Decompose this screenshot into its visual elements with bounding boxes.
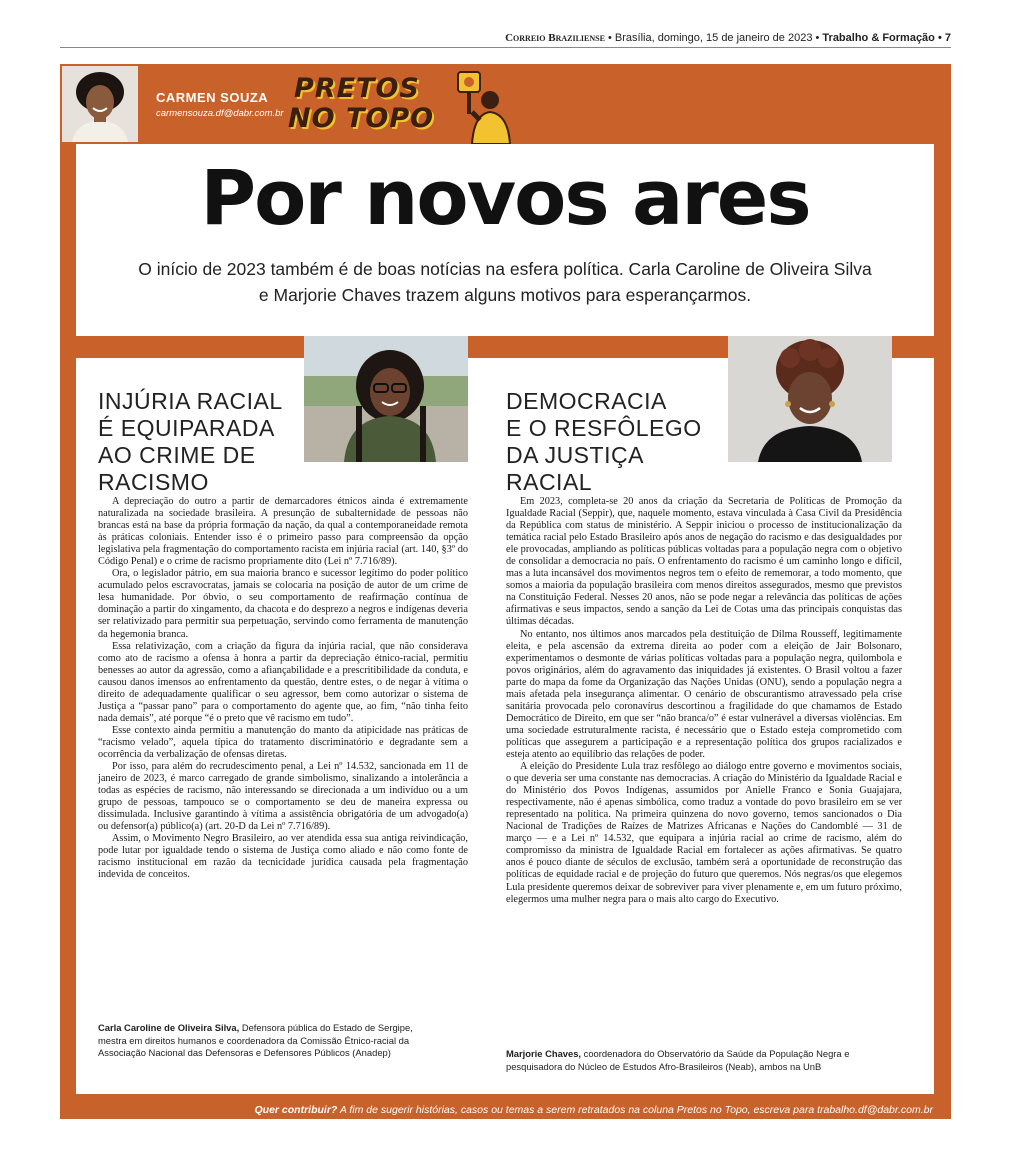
author-email[interactable]: carmensouza.df@dabr.com.br bbox=[156, 108, 284, 119]
footer-text: A fim de sugerir histórias, casos ou temas a serem retratados na coluna Pretos no Topo, escreva para bbox=[339, 1104, 815, 1116]
contribution-footer bbox=[60, 1101, 951, 1119]
right-signature-name: Marjorie Chaves, bbox=[506, 1048, 582, 1059]
column-logo bbox=[280, 68, 450, 142]
newspaper-name: Correio Braziliense bbox=[505, 32, 605, 44]
left-signature-text: Defensora pública do Estado de Sergipe, mestra em direitos humanos e coordenadora da Comissão Étnico-racial da Associação Nacional das Defensoras e Defensores Públicos (Anadep) bbox=[98, 1022, 413, 1059]
left-section-title bbox=[98, 388, 298, 496]
standfirst-line-2: e Marjorie Chaves trazem alguns motivos para esperançarmos. bbox=[258, 285, 752, 305]
logo-line-1: PRETOS bbox=[294, 73, 420, 104]
author-photo bbox=[62, 66, 138, 142]
author-name: CARMEN SOUZA bbox=[156, 90, 269, 105]
article-headline: Por novos ares bbox=[200, 153, 810, 242]
left-paragraph: Por isso, para além do recrudescimento penal, a Lei nº 14.532, sancionada em 11 de janeiro de 2023, é marco carregado de grande simbolismo, sinalizando a intolerância a todas as espécies de racismo, não interessando se direcionada a um indivíduo ou a um grupo de pessoas, tampouco se o comportamento se deu de maneira expressa ou dissimulada. Inclusive garantindo à vítima a assistência obrigatória de um advogado(a) ou defensor(a) público(a) (art. 20-D da Lei nº 7.716/89). bbox=[98, 761, 468, 833]
logo-line-2: NO TOPO bbox=[288, 103, 435, 134]
left-title-line: AO CRIME DE bbox=[98, 442, 256, 468]
article-panel bbox=[76, 144, 934, 1094]
left-paragraph: Esse contexto ainda permitiu a manutenção do manto da atipicidade nas práticas de “racismo velado”, aquela típica do tratamento discriminatório e degradante sem a ocorrência da verbalização de ofensas diretas. bbox=[98, 724, 468, 760]
left-signature-name: Carla Caroline de Oliveira Silva, bbox=[98, 1022, 240, 1033]
right-paragraph: Em 2023, completa-se 20 anos da criação da Secretaria de Políticas de Promoção da Igualdade Racial (Seppir), que, naquele momento, estava vinculada à Casa Civil da Presidência da República com status de ministério. A Seppir iniciou o processo de institucionalização da temática racial pelo Estado Brasileiro após anos de negação do racismo e das desigualdades por ele provocadas, ampliando as políticas públicas voltadas para a população negra com o objetivo de consolidar a democracia no país. O enfrentamento do racismo é um caminho longo e difícil, mas a luta incansável dos movimentos negros tem o efeito de rememorar, a todo momento, que somos a maioria da população brasileira com menos direitos assegurados, mesmo que previstos na Constituição Federal. Nesses 20 anos, não se pode negar a relevância das políticas de ações afirmativas e seus impactos, sendo a sanção da Lei de Cotas uma das principais conquistas das últimas décadas. bbox=[506, 496, 902, 628]
right-title-line: DEMOCRACIA bbox=[506, 388, 667, 414]
right-signature-text: coordenadora do Observatório da Saúde da População Negra e pesquisadora do Núcleo de Estudos Afro-Brasileiros (Neab), ambos na UnB bbox=[506, 1048, 850, 1072]
left-paragraph: Assim, o Movimento Negro Brasileiro, ao ver atendida essa sua antiga reivindicação, pode lutar por igualdade tendo o sistema de Justiça como aliado e não como fonte de racismo institucional em razão da tecnicidade jurídica causada pela fragmentação indevida de conceitos. bbox=[98, 833, 468, 881]
left-paragraph: A depreciação do outro a partir de demarcadores étnicos ainda é extremamente naturalizada na sociedade brasileira. A presunção de subalternidade de pessoas não brancas está na base da própria formação da nação, da qual a contemporaneidade remota às práticas coloniais. Entender isso é o primeiro passo para compreensão da opção legislativa pela fragmentação do comportamento racista em injúria racial (art. 140, §3º do Código Penal) e o crime de racismo propriamente dito (Lei nº 7.716/89). bbox=[98, 496, 468, 568]
article-standfirst bbox=[76, 256, 934, 308]
left-body-text bbox=[98, 496, 468, 882]
left-paragraph: Essa relativização, com a criação da figura da injúria racial, que não considerava como ato de racismo a ofensa à honra a partir da depreciação étnico-racial, permitiu benesses ao autor da agressão, como a afiançabilidade e a prescritibilidade da conduta, e causou danos imensos ao enfrentamento da questão, dentre estes, o de negar à vítima o direito de adequadamente qualificar o seu agressor, bem como autorizar o sistema de Justiça a “passar pano” para o comportamento do agente que, ao fim, “não tinha feito nada demais”, até porque “é o preto que vê racismo em tudo”. bbox=[98, 640, 468, 724]
left-title-line: INJÚRIA RACIAL bbox=[98, 388, 283, 414]
footer-email[interactable]: trabalho.df@dabr.com.br bbox=[817, 1104, 933, 1116]
section-name: Trabalho & Formação bbox=[822, 32, 935, 44]
right-title-line: RACIAL bbox=[506, 469, 593, 495]
page-dateline bbox=[60, 30, 951, 48]
right-section-title bbox=[506, 388, 726, 496]
right-paragraph: No entanto, nos últimos anos marcados pela destituição de Dilma Rousseff, legitimamente eleita, e pela ascensão da extrema direita ao poder com a eleição de Jair Bolsonaro, experimentamos o desmonte de várias políticas voltadas para a população negra, quilombola e povos originários, além do agravamento das iniquidades já existentes. O Brasil voltou a fazer parte do mapa da fome da Organização das Nações Unidas (ONU), sendo a população negra a mais afetada pela insegurança alimentar. O cenário de obscurantismo atravessado pela crise sanitária provocada pelo coronavírus descortinou a fragilidade do que chamamos de Estado Democrático de Direito, em que ser “não branca/o” é estar vulnerável a diversas violências. Em uma sociedade estruturalmente racista, é necessário que o Estado esteja comprometido com políticas que assegurem a participação e a representação política dos grupos racializados e esteja atento ao equilíbrio das relações de poder. bbox=[506, 628, 902, 760]
right-body-text bbox=[506, 496, 902, 906]
page-number: • 7 bbox=[937, 32, 951, 44]
left-paragraph: Ora, o legislador pátrio, em sua maioria branco e sucessor legítimo do poder político acumulado pelos escravocratas, jamais se colocaria na posição de autor de um crime de lesa humanidade. Por óbvio, o seu comportamento de reafirmação contínua de dominação a partir do xingamento, da chacota e do desprezo a negros e indígenas deveria ser relativizado para permitir sua perpetuação, servindo como ferramenta de manutenção da hegemonia branca. bbox=[98, 568, 468, 640]
footer-lead: Quer contribuir? bbox=[254, 1104, 338, 1116]
left-author-photo bbox=[304, 336, 468, 462]
left-article bbox=[92, 358, 484, 1094]
raised-fist-figure-icon bbox=[450, 68, 520, 144]
left-title-line: É EQUIPARADA bbox=[98, 415, 275, 441]
column-frame bbox=[60, 64, 951, 1119]
left-title-line: RACISMO bbox=[98, 469, 209, 495]
column-header bbox=[60, 64, 951, 144]
left-author-signature bbox=[98, 1022, 428, 1060]
right-article bbox=[500, 358, 918, 1094]
right-paragraph: A eleição do Presidente Lula traz resfôlego ao diálogo entre governo e movimentos sociais, o que deveria ser uma constante nas democracias. A criação do Ministério da Igualdade Racial e do Ministério dos Povos Indígenas, assumidos por Anielle Franco e Sonia Guajajara, respectivamente, não é apenas simbólica, como traduz a vontade do povo brasileiro em se ver representado na política. Na primeira quinzena do novo governo, temos sancionados o Dia Nacional de Tradições de Raízes de Matrizes Africanas e Nações do Candomblé — 31 de março — e a Lei nº 14.532, que equipara a injúria racial ao crime de racismo, além do compromisso da ministra de Igualdade Racial em fortalecer as ações afirmativas. Se quatro anos é pouco diante de séculos de exclusão, também será a oportunidade de reconstrução das políticas de equidade racial e de projeção do futuro que queremos. Nós negras/os que elegemos Lula presidente queremos deixar de sobreviver para viver plenamente e, em um futuro próximo, elegermos uma mulher negra para o mais alto cargo do Executivo. bbox=[506, 761, 902, 905]
right-title-line: DA JUSTIÇA bbox=[506, 442, 644, 468]
dateline-text: • Brasília, domingo, 15 de janeiro de 2023 • bbox=[608, 32, 820, 44]
right-title-line: E O RESFÔLEGO bbox=[506, 415, 702, 441]
standfirst-line-1: O início de 2023 também é de boas notícias na esfera política. Carla Caroline de Oliveira Silva bbox=[138, 259, 872, 279]
right-author-photo bbox=[728, 336, 892, 462]
right-author-signature bbox=[506, 1048, 902, 1073]
